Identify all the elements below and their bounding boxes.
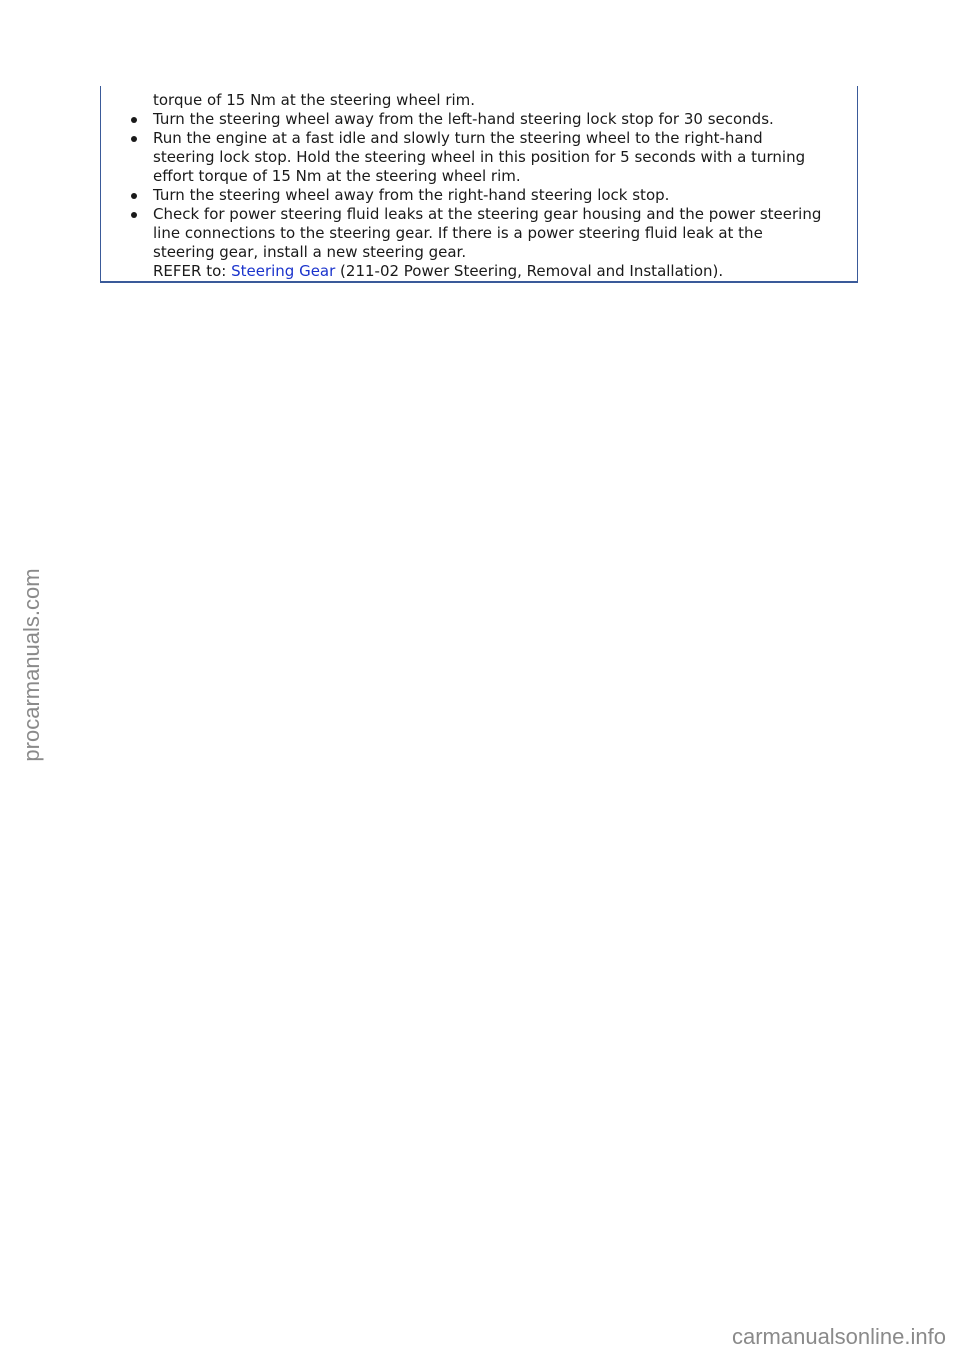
bullet-icon <box>131 136 137 142</box>
list-item <box>101 205 821 281</box>
step-line: line connections to the steering gear. If there is a power steering fluid leak at the <box>153 224 763 242</box>
step-line: steering gear, install a new steering gear. <box>153 243 467 261</box>
bullet-icon <box>131 193 137 199</box>
list-item <box>101 110 821 129</box>
reference-suffix: (211-02 Power Steering, Removal and Installation). <box>335 262 724 280</box>
step-line: Turn the steering wheel away from the left-hand steering lock stop for 30 seconds. <box>153 110 774 128</box>
side-watermark-text: procarmanuals.com <box>19 568 44 762</box>
step-line: steering lock stop. Hold the steering wheel in this position for 5 seconds with a turning <box>153 148 806 166</box>
step-line: Run the engine at a fast idle and slowly turn the steering wheel to the right-hand <box>153 129 763 147</box>
bottom-watermark: carmanualsonline.info <box>731 1324 946 1349</box>
step-line: Check for power steering fluid leaks at the steering gear housing and the power steering <box>153 205 822 223</box>
procedure-steps <box>101 110 821 281</box>
reference-line <box>153 262 821 281</box>
side-watermark <box>12 560 52 770</box>
step-line: Turn the steering wheel away from the right-hand steering lock stop. <box>153 186 670 204</box>
steering-gear-link[interactable]: Steering Gear <box>231 262 336 280</box>
list-item <box>101 129 821 186</box>
procedure-box <box>100 86 858 283</box>
list-item <box>101 186 821 205</box>
reference-prefix: REFER to: <box>153 262 232 280</box>
bullet-icon <box>131 212 137 218</box>
step-line: effort torque of 15 Nm at the steering wheel rim. <box>153 167 521 185</box>
bullet-icon <box>131 117 137 123</box>
continuation-text: torque of 15 Nm at the steering wheel rim. <box>153 91 476 109</box>
